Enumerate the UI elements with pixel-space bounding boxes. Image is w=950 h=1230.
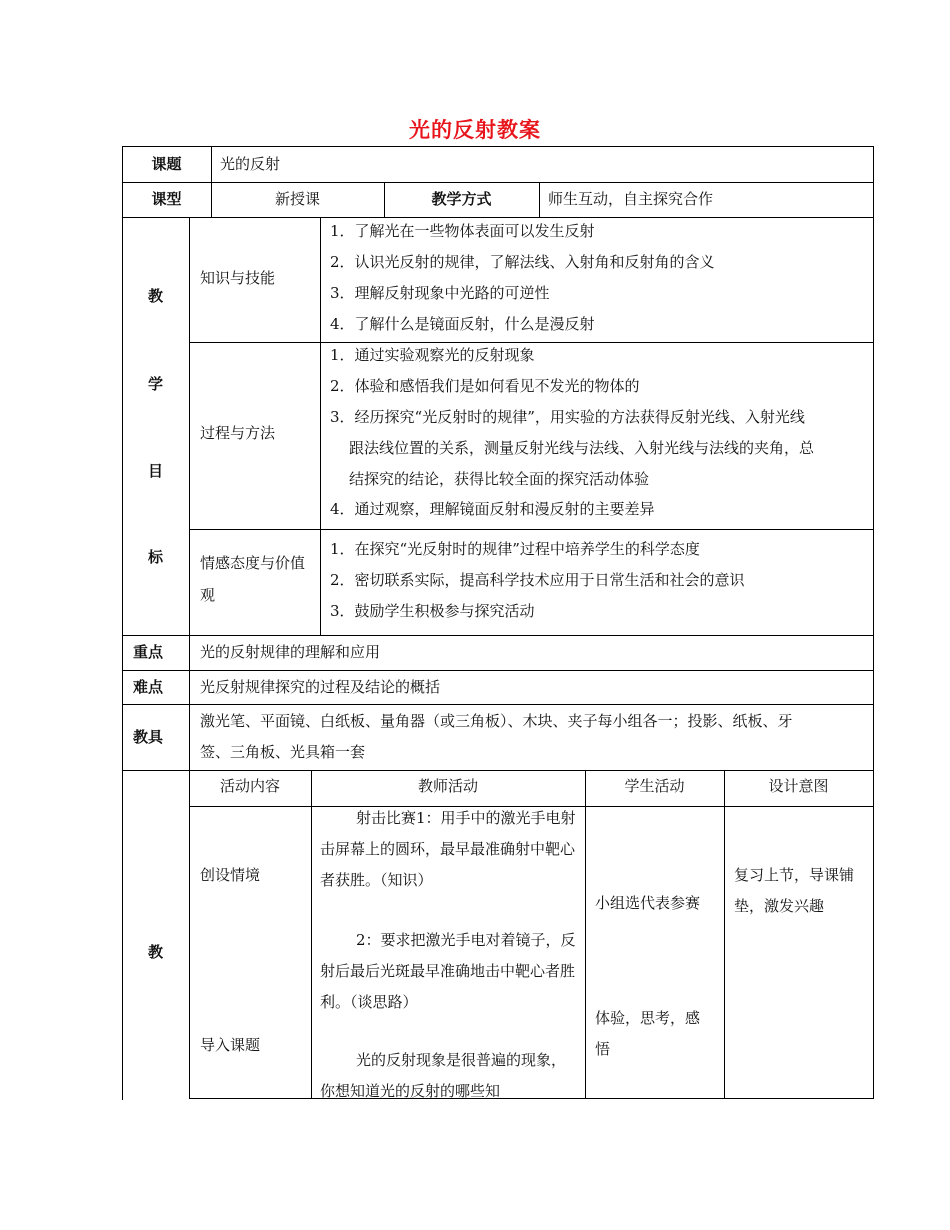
teacher-activity-3: 光的反射现象是很普遍的现象，你想知道光的反射的哪些知 [320, 1051, 567, 1100]
lesson-type-label: 课型 [151, 190, 182, 208]
teaching-method-value: 师生互动，自主探究合作 [548, 190, 714, 208]
design-intent-line-2: 垫，激发兴趣 [734, 897, 825, 915]
objectives-side-char-4: 标 [147, 548, 163, 566]
emotion-item: 1．在探究“光反射时的规律”过程中培养学生的科学态度 [330, 540, 700, 558]
student-activity-2: 体验，思考，感 [595, 1009, 701, 1027]
teaching-method-label: 教学方式 [431, 190, 492, 208]
lesson-type-value: 新授课 [274, 190, 320, 208]
key-point-value: 光的反射规律的理解和应用 [200, 643, 381, 661]
header-teacher: 教师活动 [417, 777, 478, 795]
emotion-item: 3．鼓励学生积极参与探究活动 [330, 602, 535, 620]
objectives-side-char-2: 学 [147, 375, 163, 393]
objectives-side-char-3: 目 [147, 462, 163, 480]
difficulty-label: 难点 [133, 678, 164, 696]
difficulty-value: 光反射规律探究的过程及结论的概括 [200, 678, 441, 696]
process-side-char: 教 [147, 943, 163, 961]
student-activity-2-continued: 悟 [595, 1040, 611, 1058]
knowledge-item: 2．认识光反射的规律，了解法线、入射角和反射角的含义 [330, 253, 715, 271]
emotion-label: 情感态度与价值 [200, 554, 306, 572]
teacher-activity-2: 2：要求把激光手电对着镜子，反射后最后光斑最早准确地击中靶心者胜利。（谈思路） [320, 931, 576, 1011]
teacher-activity-1: 射击比赛1：用手中的激光手电射击屏幕上的圆环，最早最准确射中靶心者获胜。（知识） [320, 809, 576, 889]
process-item: 结探究的结论，获得比较全面的探究活动体验 [349, 470, 650, 488]
emotion-label-continued: 观 [200, 586, 216, 604]
process-item: 1．通过实验观察光的反射现象 [330, 346, 535, 364]
knowledge-item: 3．理解反射现象中光路的可逆性 [330, 284, 550, 302]
knowledge-item: 1．了解光在一些物体表面可以发生反射 [330, 222, 595, 240]
design-intent-line-1: 复习上节，导课铺 [734, 866, 855, 884]
tools-label: 教具 [133, 728, 164, 746]
process-item: 3．经历探究“光反射时的规律”，用实验的方法获得反射光线、入射光线 [330, 408, 805, 426]
key-point-label: 重点 [133, 643, 164, 661]
header-intent: 设计意图 [768, 777, 829, 795]
process-item: 2．体验和感悟我们是如何看见不发光的物体的 [330, 377, 640, 395]
activity-intro-topic: 导入课题 [200, 1036, 261, 1054]
header-activity: 活动内容 [219, 777, 280, 795]
process-item: 跟法线位置的关系，测量反射光线与法线、入射光线与法线的夹角，总 [349, 439, 815, 457]
topic-label: 课题 [151, 155, 182, 173]
process-label: 过程与方法 [200, 424, 276, 442]
topic-value: 光的反射 [220, 155, 281, 173]
process-item: 4．通过观察，理解镜面反射和漫反射的主要差异 [330, 500, 655, 518]
tools-line-2: 签、三角板、光具箱一套 [200, 743, 366, 761]
knowledge-item: 4．了解什么是镜面反射，什么是漫反射 [330, 315, 595, 333]
knowledge-label: 知识与技能 [200, 269, 276, 287]
activity-create-scene: 创设情境 [200, 866, 261, 884]
tools-line-1: 激光笔、平面镜、白纸板、量角器（或三角板）、木块、夹子每小组各一；投影、纸板、牙 [200, 712, 793, 730]
student-activity-1: 小组选代表参赛 [595, 894, 701, 912]
emotion-item: 2．密切联系实际，提高科学技术应用于日常生活和社会的意识 [330, 571, 745, 589]
header-student: 学生活动 [624, 777, 685, 795]
objectives-side-char-1: 教 [147, 287, 163, 305]
document-title: 光的反射教案 [409, 118, 541, 142]
